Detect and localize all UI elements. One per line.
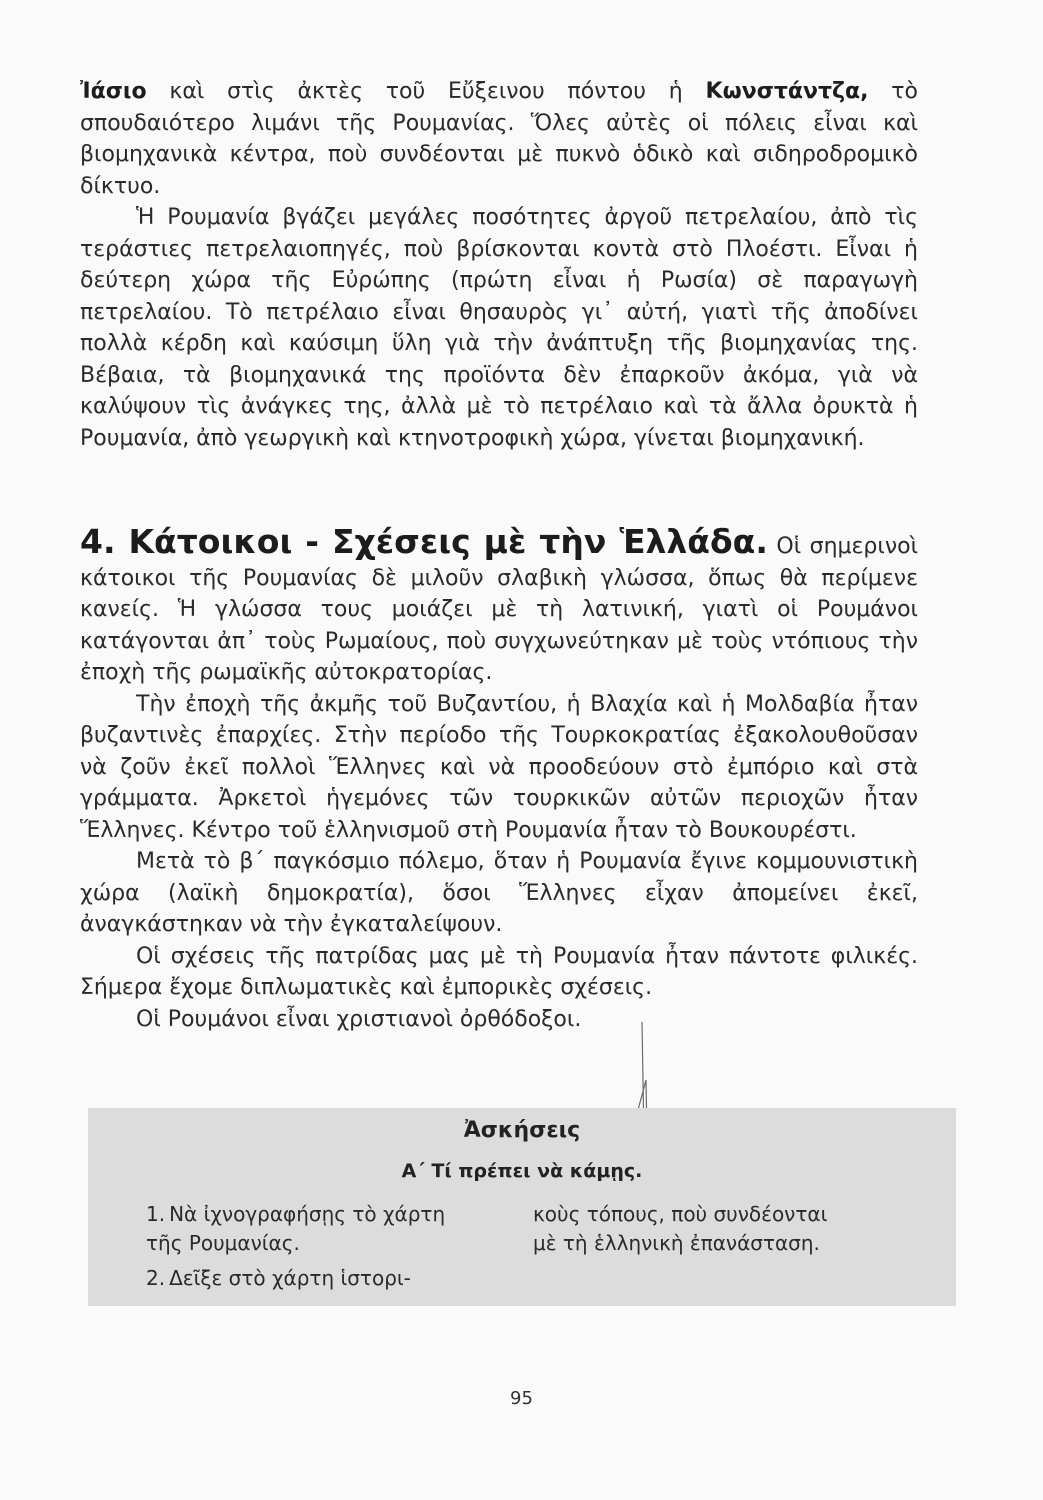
section-paragraph-5: Οἱ Ρουμάνοι εἶναι χριστιανοὶ ὀρθόδοξοι. <box>136 1006 582 1032</box>
section-paragraph-3: Μετὰ τὸ β΄ παγκόσμιο πόλεμο, ὅταν ἡ Ρουμανία ἔγινε κομμουνιστικὴ χώρα (λαϊκὴ δημοκρατία), ὅσοι Ἕλληνες εἶχαν ἀπομείνει ἐκεῖ, ἀναγκάστηκαν νὰ τὴν ἐγκαταλείψουν. <box>80 849 918 937</box>
city-constanta: Κωνστάντζα, <box>705 79 869 104</box>
page-number: 95 <box>510 1388 533 1409</box>
intro-paragraph-1: Ἰάσιο καὶ στὶς ἀκτὲς τοῦ Εὔξεινου πόντου ἡ Κωνστάντζα, τὸ σπουδαιότερο λιμάνι τῆς Ρουμανίας. Ὅλες αὐτὲς οἱ πόλεις εἶναι καὶ βιομηχανικὰ κέντρα, ποὺ συνδέονται μὲ πυκνὸ ὁδικὸ καὶ σιδηροδρομικὸ δίκτυο. <box>80 79 918 199</box>
intro-paragraph-2: Ἡ Ρουμανία βγάζει μεγάλες ποσότητες ἀργοῦ πετρελαίου, ἀπὸ τὶς τεράστιες πετρελαιοπηγές, ποὺ βρίσκονται κοντὰ στὸ Πλοέστι. Εἶναι ἡ δεύτερη χώρα τῆς Εὐρώπης (πρώτη εἶναι ἡ Ρωσία) σὲ παραγωγὴ πετρελαίου. Τὸ πετρέλαιο εἶναι θησαυρὸς γι᾽ αὐτή, γιατὶ τῆς ἀποδίνει πολλὰ κέρδη καὶ καύσιμη ὕλη γιὰ τὴν ἀνάπτυξη τῆς βιομηχανίας της. Βέβαια, τὰ βιομηχανικά της προϊόντα δὲν ἐπαρκοῦν ἀκόμα, γιὰ νὰ καλύψουν τὶς ἀνάγκες της, ἀλλὰ μὲ τὸ πετρέλαιο καὶ τὰ ἄλλα ὀρυκτὰ ἡ Ρουμανία, ἀπὸ γεωργικὴ καὶ κτηνοτροφικὴ χώρα, γίνεται βιομηχανική. <box>80 205 918 451</box>
exercises-right-column <box>533 1200 843 1258</box>
intro-text <box>80 76 918 454</box>
exercise-item-1: 1. Νὰ ἰχνογραφήσῃς τὸ χάρτη τῆς Ρουμανίας. <box>146 1202 446 1255</box>
section-paragraph-4: Οἱ σχέσεις τῆς πατρίδας μας μὲ τὴ Ρουμανία ἦταν πάντοτε φιλικές. Σήμερα ἔχομε διπλωματικὲς καὶ ἐμπορικὲς σχέσεις. <box>80 943 918 1000</box>
section-paragraph-1: 4. Κάτοικοι - Σχέσεις μὲ τὴν Ἑλλάδα. Οἱ σημερινοὶ κάτοικοι τῆς Ρουμανίας δὲ μιλοῦν σλαβικὴ γλώσσα, ὅπως θὰ περίμενε κανείς. Ἡ γλώσσα τους μοιάζει μὲ τὴ λατινική, γιατὶ οἱ Ρουμάνοι κατάγονται ἀπ᾽ τοὺς Ρωμαίους, ποὺ συγχωνεύτηκαν μὲ τοὺς ντόπιους τὴν ἐποχὴ τῆς ρωμαϊκῆς αὐτοκρατορίας. <box>80 522 919 685</box>
exercise-item-2-continuation: κοὺς τόπους, ποὺ συνδέονται μὲ τὴ ἑλληνικὴ ἐπανάσταση. <box>533 1202 828 1255</box>
exercises-subtitle: Α΄ Τί πρέπει νὰ κάμῃς. <box>401 1160 643 1182</box>
section-paragraph-2: Τὴν ἐποχὴ τῆς ἀκμῆς τοῦ Βυζαντίου, ἡ Βλαχία καὶ ἡ Μολδαβία ἦταν βυζαντινὲς ἐπαρχίες. Στὴν περίοδο τῆς Τουρκοκρατίας ἐξακολουθοῦσαν νὰ ζοῦν ἐκεῖ πολλοὶ Ἕλληνες καὶ νὰ προοδεύουν στὸ ἐμπόριο καὶ στὰ γράμματα. Ἀρκετοὶ ἡγεμόνες τῶν τουρκικῶν αὐτῶν περιοχῶν ἦταν Ἕλληνες. Κέντρο τοῦ ἑλληνισμοῦ στὴ Ρουμανία ἦταν τὸ Βουκουρέστι. <box>80 691 918 843</box>
city-iasi: Ἰάσιο <box>80 79 147 104</box>
section-heading: 4. Κάτοικοι - Σχέσεις μὲ τὴν Ἑλλάδα. <box>80 522 768 561</box>
exercises-left-column <box>146 1200 486 1299</box>
exercises-box <box>88 1108 956 1306</box>
exercise-item-2: 2. Δεῖξε στὸ χάρτη ἱστορι- <box>146 1266 411 1290</box>
exercises-title: Ἀσκήσεις <box>463 1118 581 1143</box>
section-inhabitants <box>80 522 919 1035</box>
